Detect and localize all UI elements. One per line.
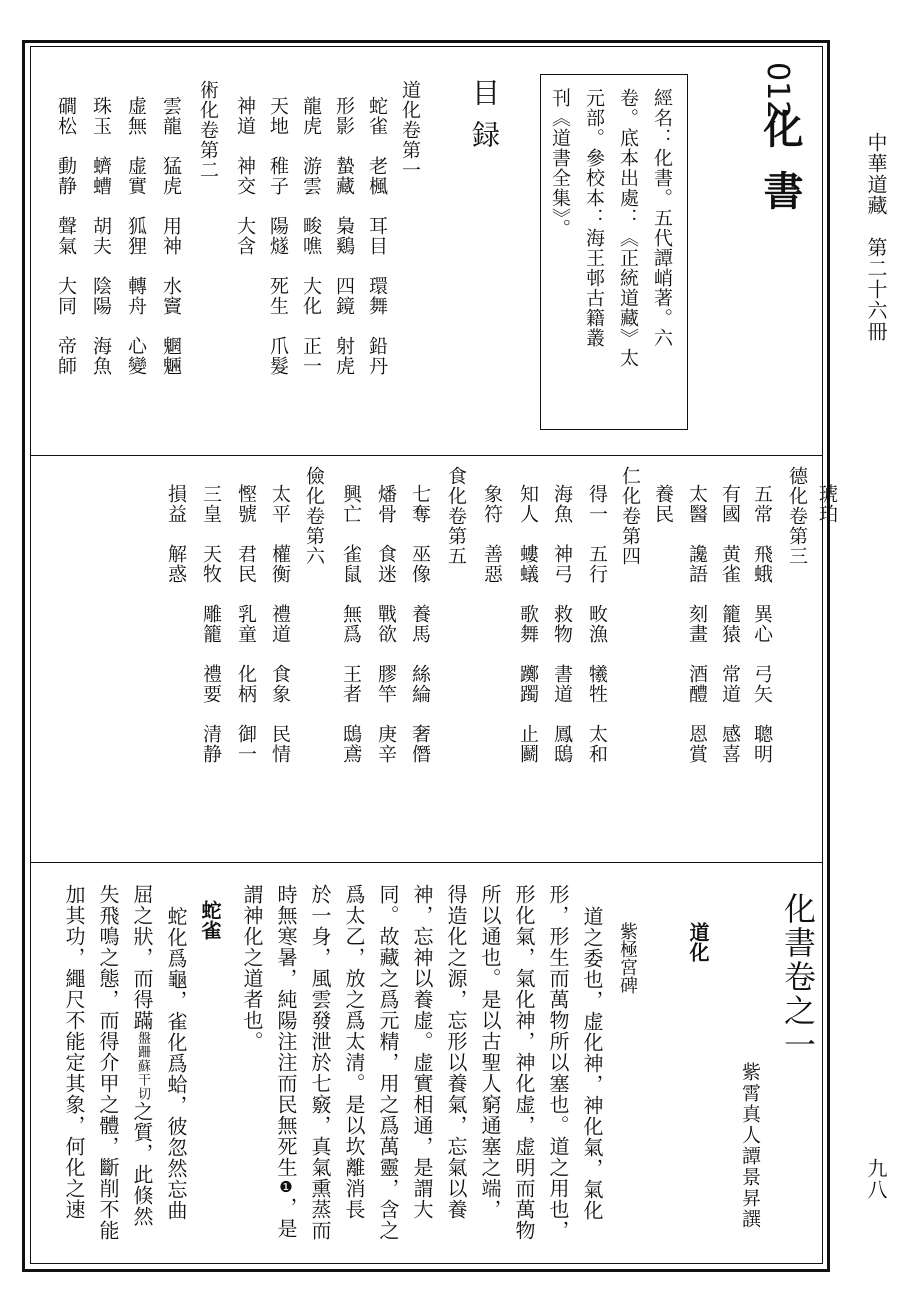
toc-column: 得一 五行 畋漁 犧牲 太和 [586, 484, 608, 764]
toc-column: 德化卷第三 [786, 466, 808, 566]
toc-column: 興亡 雀鼠 無爲 王者 鴟鳶 [340, 484, 362, 764]
info-line: 元部。參校本：海王邨古籍叢 [583, 88, 605, 348]
body-line: 神，忘神以養虚。虚實相通，是謂大 [410, 884, 434, 1220]
body-line: 得造化之源，忘形以養氣，忘氣以養 [444, 884, 468, 1220]
toc-column: 雲龍 猛虎 用神 水竇 魍魎 [160, 96, 182, 376]
page-number: 九八 [864, 1158, 888, 1200]
toc-column: 慳號 君民 乳童 化柄 御一 [235, 484, 257, 764]
toc-column: 珠玉 蠐螬 胡夫 陰陽 海魚 [90, 96, 112, 376]
body-line: 道之委也，虚化神，神化氣，氣化 [580, 906, 604, 1221]
toc-column: 知人 螻蟻 歌舞 躑躅 止鬬 [517, 484, 539, 764]
toc-column: 龍虎 游雲 畯噍 大化 正一 [300, 96, 322, 376]
toc-column: 有國 黄雀 籠猿 常道 感喜 [719, 484, 741, 764]
toc-column: 蛇雀 老楓 耳目 環舞 鉛丹 [366, 96, 388, 376]
body-line: 蛇化爲龜，雀化爲蛤，彼忽然忘曲 [164, 906, 188, 1221]
toc-column: 儉化卷第六 [303, 466, 325, 566]
toc-column: 形影 蟄藏 梟鷄 四鏡 射虎 [333, 96, 355, 376]
toc-column: 磵松 動静 聲氣 大同 帝師 [55, 96, 77, 376]
toc-column: 海魚 神弓 救物 書道 鳳鴟 [551, 484, 573, 764]
toc-column: 五常 飛蛾 異心 弓矢 聰明 [751, 484, 773, 764]
info-line: 卷。底本出處：《正統道藏》太 [617, 88, 639, 368]
body-line: 爲太乙，放之爲太清。是以坎離消長 [342, 884, 366, 1220]
chapter-byline: 紫霄真人譚景昇譔 [739, 1062, 761, 1230]
toc-column: 道化卷第一 [399, 80, 421, 180]
body-line: 形化氣，氣化神，神化虚，虚明而萬物 [512, 884, 536, 1241]
toc-column: 七奪 巫像 養馬 絲綸 奢僭 [409, 484, 431, 764]
toc-column: 術化卷第二 [197, 80, 219, 180]
subheading: 紫極宮碑 [617, 922, 638, 994]
toc-heading: 目録 [468, 78, 501, 162]
info-line: 刊《道書全集》。 [549, 88, 571, 239]
toc-column: 象符 善惡 [481, 484, 503, 584]
footnote-marker: ❶ [277, 1178, 295, 1197]
toc-column: 太平 權衡 禮道 食象 民情 [269, 484, 291, 764]
toc-column: 神道 神交 大含 [234, 96, 256, 256]
section-heading: 道化 [686, 922, 710, 962]
toc-column: 養民 [652, 484, 674, 524]
toc-column: 三皇 天牧 雕籠 禮要 清静 [200, 484, 222, 764]
toc-column: 損益 解惑 [165, 484, 187, 584]
body-line: 所以通也。是以古聖人窮通塞之端， [478, 884, 502, 1220]
toc-column: 食化卷第五 [445, 466, 467, 566]
body-line-with-note [276, 884, 296, 1239]
body-line: 於一身，風雲發泄於七竅，真氣熏蒸而 [308, 884, 332, 1241]
body-line: 謂神化之道者也。 [240, 884, 264, 1052]
body-text: 之質，此倏然 [130, 1101, 154, 1227]
toc-column: 天地 稚子 陽燧 死生 爪髮 [267, 96, 289, 376]
toc-column: 仁化卷第四 [619, 466, 641, 566]
body-line: 形，形生而萬物所以塞也。道之用也， [546, 884, 570, 1241]
info-line: 經名：化書。五代譚峭著。六 [651, 88, 673, 348]
body-line: 加其功，繩尺不能定其象，何化之速 [62, 884, 86, 1220]
volume-header: 中華道藏 第二十六冊 [864, 132, 888, 342]
toc-column: 虚無 虚實 狐狸 轉舟 心變 [125, 96, 147, 376]
section-divider-top [30, 455, 823, 456]
body-line-tail: ，是 [274, 1197, 298, 1239]
toc-column: 琥珀 [816, 484, 838, 524]
inline-annotation: 盤跚蘇干切 [135, 1031, 150, 1101]
body-line: 同。故藏之爲元精，用之爲萬靈，含之 [376, 884, 400, 1241]
section-heading: 蛇雀 [198, 900, 222, 940]
toc-column: 燔骨 食迷 戰欲 膠竿 庚辛 [375, 484, 397, 764]
toc-column: 太醫 讒語 刻畫 酒醴 恩賞 [686, 484, 708, 764]
text-title: 化書 [757, 108, 804, 232]
body-line: 失飛鳴之態，而得介甲之體，斷削不能 [96, 884, 120, 1241]
text-code: 012 [760, 62, 795, 120]
body-line-with-inline-note [132, 884, 152, 1227]
body-line: 時無寒暑，純陽注注而民無死生 [274, 884, 298, 1178]
section-divider-bottom [30, 862, 823, 863]
chapter-title: 化書卷之一 [779, 892, 817, 1062]
body-text: 屈之狀，而得蹣 [130, 884, 154, 1031]
